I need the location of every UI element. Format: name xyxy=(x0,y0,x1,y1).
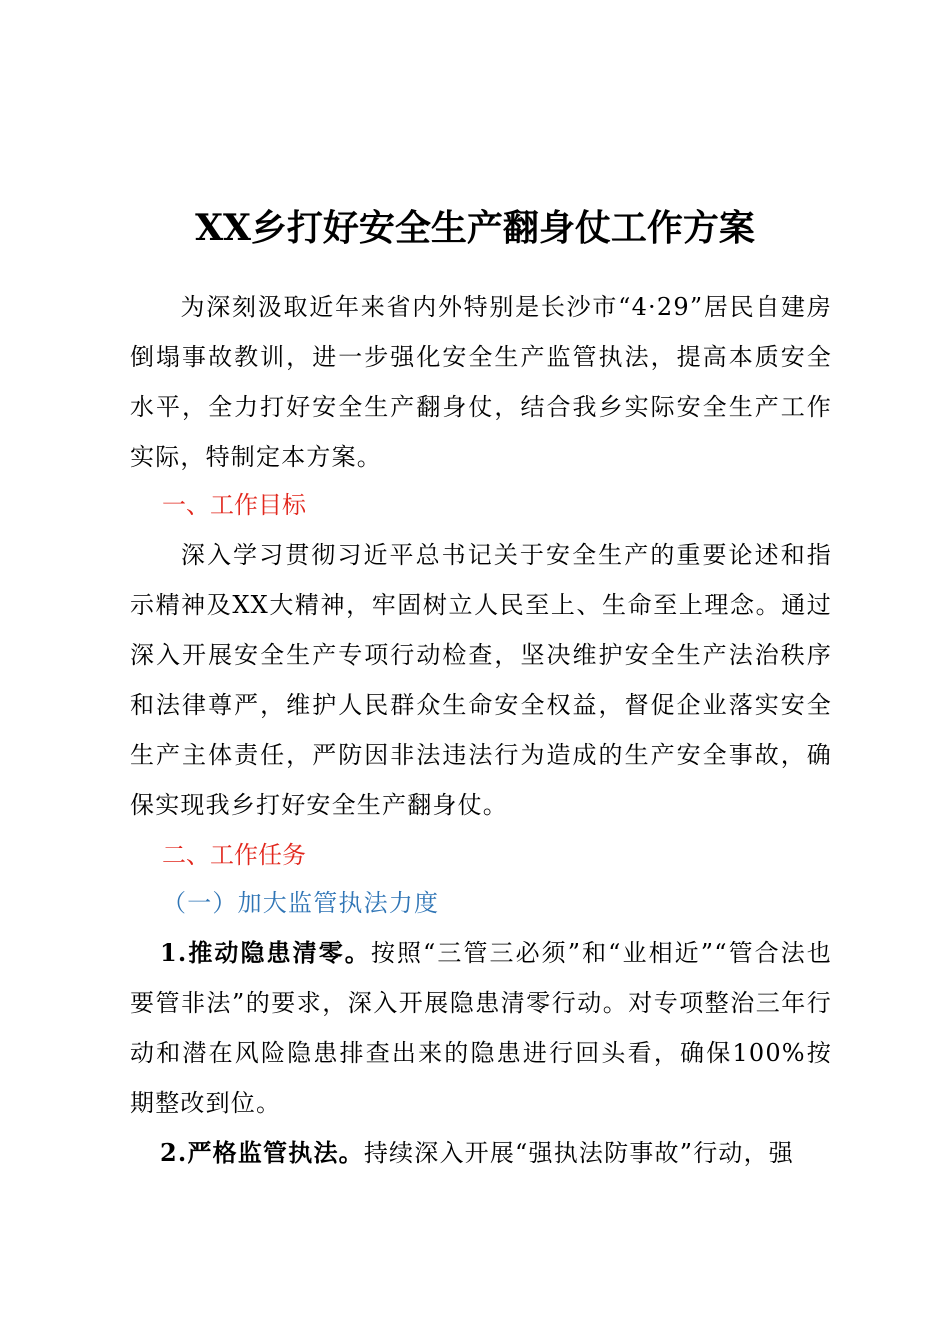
subsection1-heading: （一）加大监管执法力度 xyxy=(162,889,440,917)
item2-lead: 2.严格监管执法。 xyxy=(160,1138,364,1167)
section2-heading: 二、工作任务 xyxy=(162,841,306,869)
intro-paragraph xyxy=(130,282,832,482)
item1-paragraph xyxy=(130,928,832,1128)
item2-paragraph xyxy=(130,1128,832,1178)
item1-lead: 1.推动隐患清零。 xyxy=(160,938,371,967)
document-title: XX乡打好安全生产翻身仗工作方案 xyxy=(195,207,755,249)
section1-paragraph xyxy=(130,530,832,830)
item1-text: 按照“三管三必须”和“业相近”“管合法也要管非法”的要求，深入开展隐患清零行动。对专项整治三年行动和潜在风险隐患排查出来的隐患进行回头看，确保100%按期整改到位。 xyxy=(130,939,832,1117)
item2-text: 持续深入开展“强执法防事故”行动，强 xyxy=(363,1139,794,1167)
section1-text: 深入学习贯彻习近平总书记关于安全生产的重要论述和指示精神及XX大精神，牢固树立人民至上、生命至上理念。通过深入开展安全生产专项行动检查，坚决维护安全生产法治秩序和法律尊严，维护人民群众生命安全权益，督促企业落实安全生产主体责任，严防因非法违法行为造成的生产安全事故，确保实现我乡打好安全生产翻身仗。 xyxy=(130,541,832,819)
section1-heading: 一、工作目标 xyxy=(162,491,306,519)
intro-text: 为深刻汲取近年来省内外特别是长沙市“4·29”居民自建房倒塌事故教训，进一步强化安全生产监管执法，提高本质安全水平，全力打好安全生产翻身仗，结合我乡实际安全生产工作实际，特制定本方案。 xyxy=(130,293,832,471)
